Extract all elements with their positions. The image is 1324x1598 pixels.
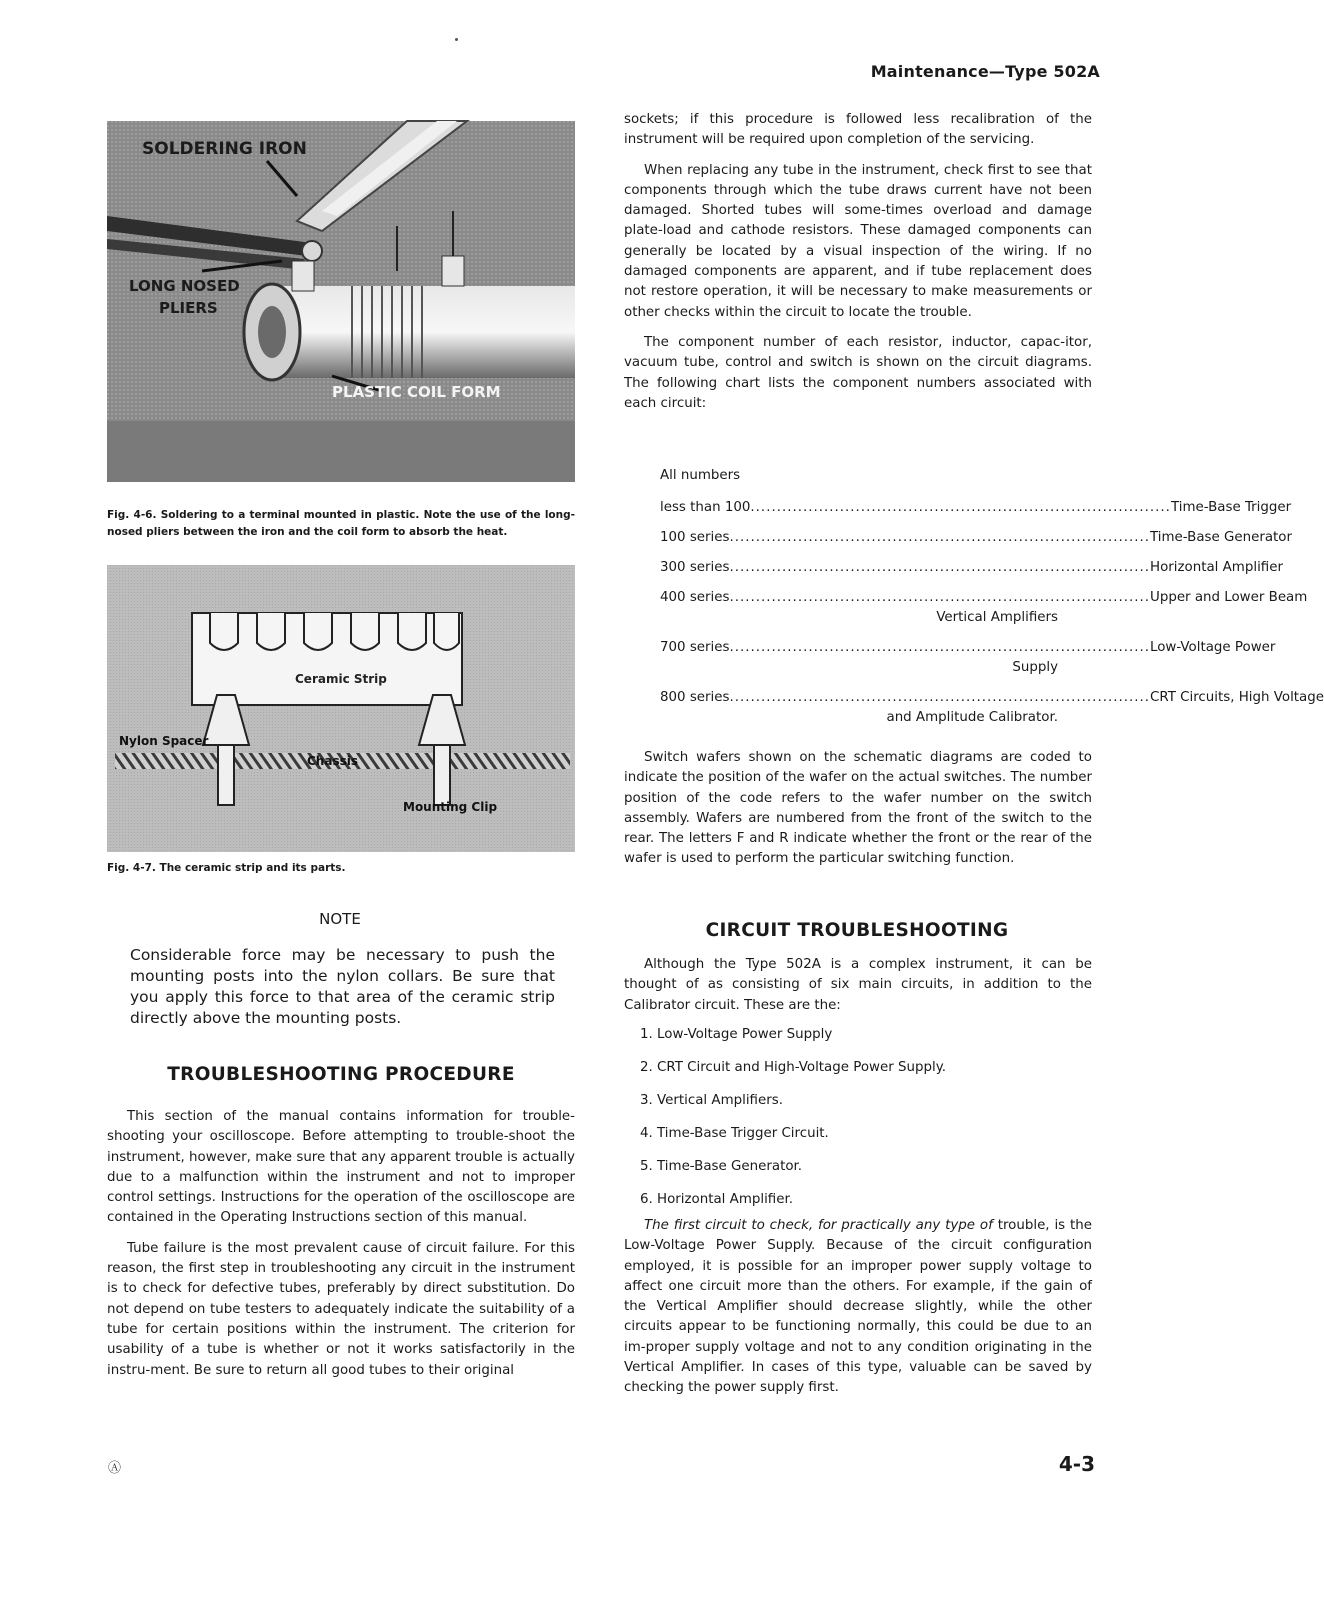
paragraph: Tube failure is the most prevalent cause of circuit failure. For this reason, the first step in troubleshooting any circuit in the instrument is to check for defective tubes, preferably by direct substitution. Do not depend on tube testers to adequately indicate the suitability of a tube for certain positions within the instrument. The criterion for usability of a tube is whether or not it works satisfactorily in the instru-ment. Be sure to return all good tubes to their original xyxy=(107,1240,575,1378)
paragraph: sockets; if this procedure is followed less recalibration of the instrument will be required upon completion of the servicing. xyxy=(624,112,1092,148)
left-paragraphs xyxy=(107,1107,575,1381)
figure-4-7-diagram xyxy=(107,565,575,852)
chart-heading: All numbers xyxy=(660,468,741,483)
chart-row xyxy=(660,558,1283,578)
main-circuits-list xyxy=(640,1025,1060,1223)
chart-value: CRT Circuits, High Voltage xyxy=(1150,690,1324,705)
leader-dots: ................................................................................ xyxy=(729,560,1151,575)
list-item: 4. Time-Base Trigger Circuit. xyxy=(640,1126,829,1141)
paragraph: This section of the manual contains information for trouble-shooting your oscilloscope. Before attempting to trouble-shoot the instrument, however, make sure that any apparent trouble is actually due to a malfunction within the instrument and not to improper control settings. Instructions for the operation of the oscilloscope are contained in the Operating Instructions section of this manual. xyxy=(107,1109,575,1226)
running-header: Maintenance—Type 502A xyxy=(870,62,1100,81)
paragraph: When replacing any tube in the instrument, check first to see that components through which the tube draws current have not been damaged. Shorted tubes will some-times overload and damage plate-load and cathode resistors. These damaged components can generally be located by a visual inspection of the wiring. If no damaged components are apparent, and if tube replacement does not restore operation, it will be necessary to make measurements or other checks within the circuit to locate the trouble. xyxy=(624,162,1092,320)
chart-value: Upper and Lower Beam xyxy=(1150,590,1308,605)
label-soldering-iron: SOLDERING IRON xyxy=(142,139,307,159)
chart-row xyxy=(660,498,1292,518)
chart-value: Time-Base Generator xyxy=(1150,530,1293,545)
page-number: 4-3 xyxy=(1058,1452,1095,1476)
label-chassis: Chassis xyxy=(307,754,358,768)
chart-key: 700 series xyxy=(660,640,730,655)
component-number-chart xyxy=(660,466,1324,738)
chart-value: Low-Voltage Power xyxy=(1150,640,1276,655)
chart-row xyxy=(660,588,1308,628)
chart-value-continued: and Amplitude Calibrator. xyxy=(886,710,1058,725)
list-item: 5. Time-Base Generator. xyxy=(640,1159,803,1174)
leader-dots: ................................................................................ xyxy=(729,590,1151,605)
power-supply-paragraph-wrap xyxy=(624,1216,1092,1399)
label-ceramic-strip: Ceramic Strip xyxy=(295,672,387,686)
figure-4-6-caption: Fig. 4-6. Soldering to a terminal mounted in plastic. Note the use of the long-nosed pliers between the iron and the coil form to absorb the heat. xyxy=(107,509,575,538)
right-paragraphs xyxy=(624,110,1092,414)
circuit-intro-wrap xyxy=(624,955,1092,1016)
label-long-nosed-line-1: LONG NOSED xyxy=(129,277,240,295)
paragraph: Switch wafers shown on the schematic diagrams are coded to indicate the position of the wafer on the actual switches. The number position of the code refers to the wafer number on the switch assembly. Wafers are numbered from the front of the switch to the rear. The letters F and R indicate whether the front or the rear of the wafer is used to perform the particular switching function. xyxy=(624,750,1092,867)
leader-dots: ................................................................................ xyxy=(729,690,1151,705)
chart-value-continued: Supply xyxy=(1012,660,1058,675)
list-item: 3. Vertical Amplifiers. xyxy=(640,1093,783,1108)
paragraph: Although the Type 502A is a complex instrument, it can be thought of as consisting of six main circuits, in addition to the Calibrator circuit. These are the: xyxy=(624,957,1092,1013)
label-long-nosed-line-2: PLIERS xyxy=(159,299,218,317)
paragraph-rest: trouble, is the Low-Voltage Power Supply. Because of the circuit configuration employed, it is possible for an improper power supply voltage to affect one circuit more than the others. For example, if the gain of the Vertical Amplifier should decrease slightly, while the other circuits appear to be functioning normally, this could be due to an im-proper supply voltage and not to any condition originating in the Vertical Amplifier. In cases of this type, valuable can be saved by checking the power supply first. xyxy=(624,1218,1092,1396)
figure-4-7-caption: Fig. 4-7. The ceramic strip and its parts. xyxy=(107,862,346,874)
chart-key: less than 100 xyxy=(660,500,751,515)
note-body: Considerable force may be necessary to push the mounting posts into the nylon collars. Be sure that you apply this force to that area of the ceramic strip directly above the mounting posts. xyxy=(130,946,555,1027)
chart-value-continued: Vertical Amplifiers xyxy=(936,610,1058,625)
list-item: 6. Horizontal Amplifier. xyxy=(640,1192,794,1207)
section-title-circuit-troubleshooting: CIRCUIT TROUBLESHOOTING xyxy=(705,920,1009,941)
scan-speck xyxy=(455,38,458,41)
chart-row xyxy=(660,638,1276,678)
chart-value: Horizontal Amplifier xyxy=(1150,560,1283,575)
section-title-troubleshooting-procedure: TROUBLESHOOTING PROCEDURE xyxy=(167,1064,515,1085)
leader-dots: ................................................................................ xyxy=(750,500,1171,515)
paragraph xyxy=(624,1216,1092,1399)
label-mounting-clip: Mounting Clip xyxy=(403,800,498,814)
chart-value: Time-Base Trigger xyxy=(1170,500,1292,515)
leader-dots: ................................................................................ xyxy=(729,530,1151,545)
chart-row xyxy=(660,688,1324,728)
switch-wafer-paragraph-wrap xyxy=(624,748,1092,870)
label-plastic-coil-form: PLASTIC COIL FORM xyxy=(332,383,501,401)
list-item: 2. CRT Circuit and High-Voltage Power Supply. xyxy=(640,1060,946,1075)
chart-key: 400 series xyxy=(660,590,730,605)
chart-key: 800 series xyxy=(660,690,730,705)
italic-lead: The first circuit to check, for practically any type of xyxy=(644,1218,993,1233)
footer-mark: Ⓐ xyxy=(108,1461,122,1476)
paragraph: The component number of each resistor, inductor, capac-itor, vacuum tube, control and switch is shown on the circuit diagrams. The following chart lists the component numbers associated with each circuit: xyxy=(624,334,1092,411)
list-item: 1. Low-Voltage Power Supply xyxy=(640,1027,833,1042)
chart-key: 300 series xyxy=(660,560,730,575)
note-title: NOTE xyxy=(319,910,361,928)
chart-key: 100 series xyxy=(660,530,730,545)
chart-row xyxy=(660,528,1293,548)
label-nylon-spacer: Nylon Spacer xyxy=(119,734,209,748)
leader-dots: ................................................................................ xyxy=(729,640,1151,655)
figure-4-6-photo xyxy=(107,121,575,482)
